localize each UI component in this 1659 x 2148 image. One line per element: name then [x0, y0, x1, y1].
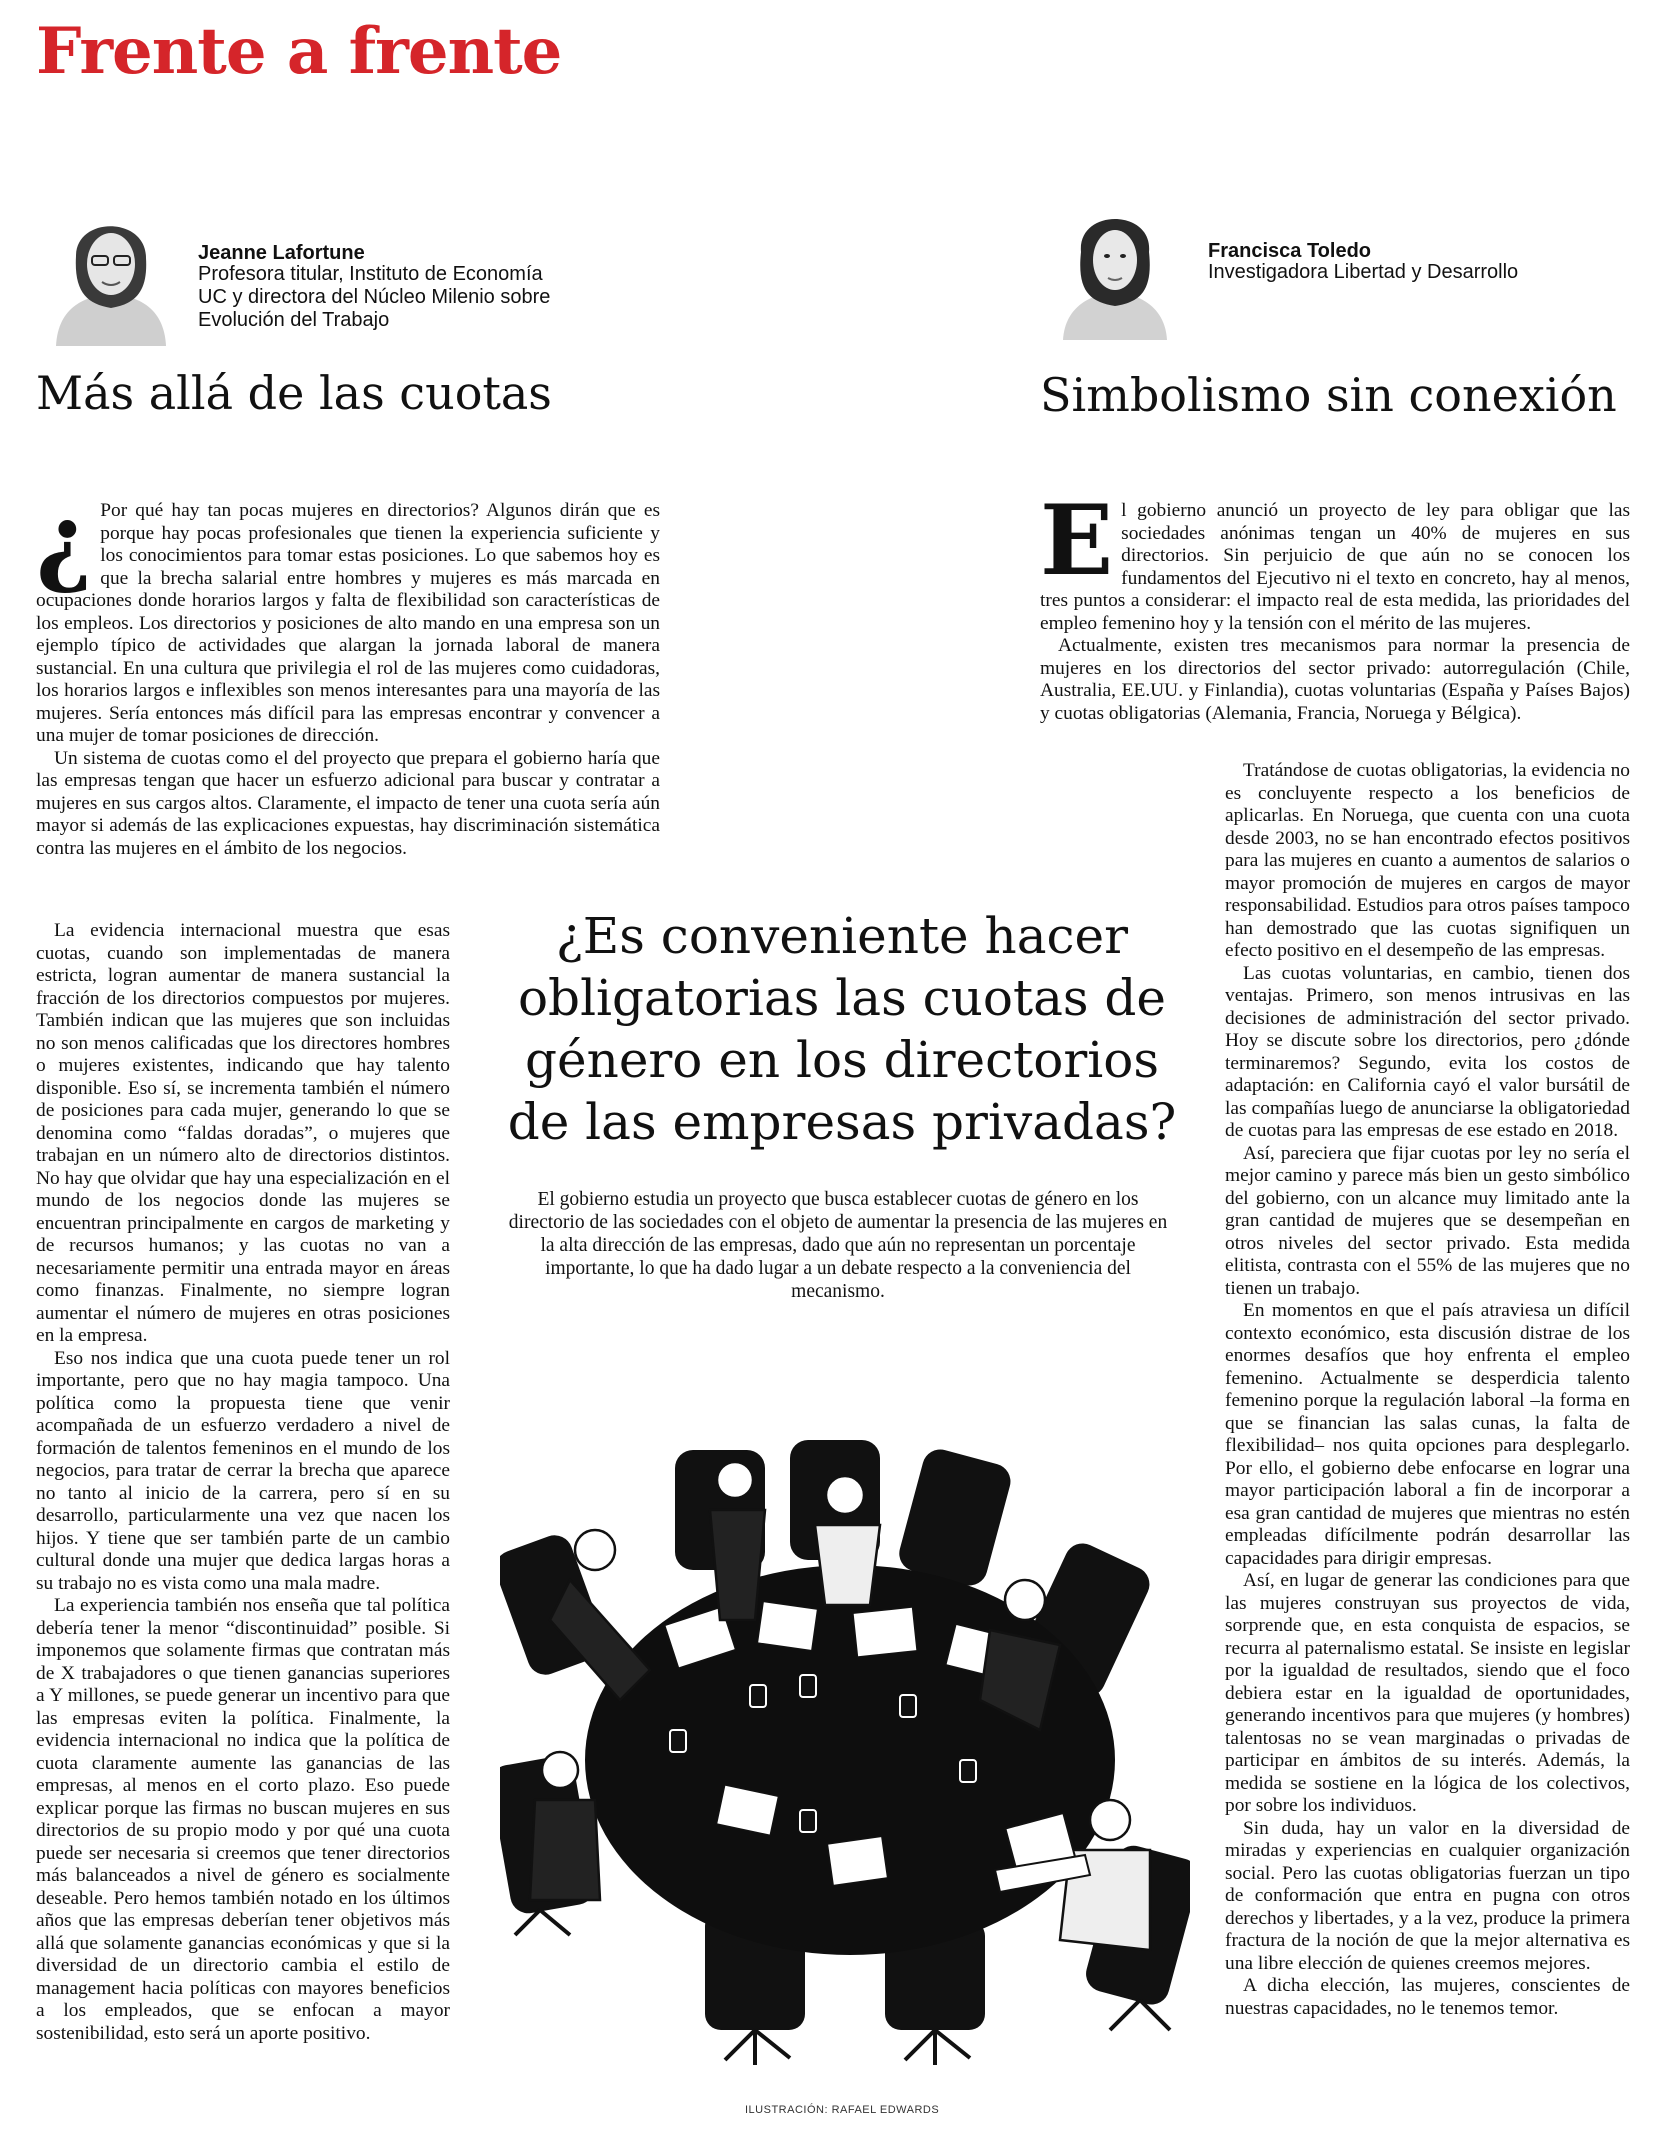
debate-intro: El gobierno estudia un proyecto que busca establecer cuotas de género en los directorio de las sociedades con el objeto de aumentar la presencia de las mujeres en la alta dirección de las empresas, dado que aún no representan un porcentaje importante, lo que ha dado lugar a un debate respecto a la conveniencia del mecanismo.: [508, 1189, 1168, 1302]
article-paragraph: [1040, 484, 1630, 635]
right-author-portrait: [1045, 190, 1185, 340]
article-paragraph: Las cuotas voluntarias, en cambio, tienen dos ventajas. Primero, son menos intrusivas en las decisiones de administración del sector privado. Hoy se discute sobre los directorios, pero ¿dónde terminaremos? Segundo, evita los costos de adaptación: en California cayó el valor bursátil de las compañías luego de anunciarse la obligatoriedad de cuotas para las empresas de ese estado en 2018.: [1225, 962, 1630, 1141]
right-article-column: [1225, 760, 1630, 2020]
right-author-name: Francisca Toledo: [1208, 240, 1372, 262]
debate-question: ¿Es conveniente hacer obligatorias las cuotas de género en los directorios de las empresas privadas?: [507, 907, 1177, 1151]
section-title: Frente a frente: [36, 14, 562, 89]
role-line: Profesora titular, Instituto de Economía: [198, 263, 543, 285]
right-article-top: [1040, 484, 1630, 725]
role-line: UC y directora del Núcleo Milenio sobre: [198, 286, 551, 308]
article-paragraph: Así, en lugar de generar las condiciones para que las mujeres construyan sus proyectos de vida, sorprende que, en esta conquista de espacios, se recurra al paternalismo estatal. Se insiste en legislar por la igualdad de resultados, siendo que el foco debiera estar en la igualdad de oportunidades, generando incentivos para que mujeres (y hombres) talentosas no se vean marginadas o privadas de participar en ámbitos de su interés. Además, la medida se sostiene en la lógica de los colectivos, por sobre los individuos.: [1225, 1570, 1630, 1816]
left-headline: Más allá de las cuotas: [36, 366, 552, 420]
left-article-top: [36, 484, 660, 860]
article-paragraph: [36, 484, 660, 748]
illustration-credit: ILUSTRACIÓN: RAFAEL EDWARDS: [745, 2104, 940, 2116]
right-headline: Simbolismo sin conexión: [1040, 368, 1617, 422]
left-author-portrait: [36, 196, 186, 346]
article-paragraph: La experiencia también nos enseña que tal política debería tener la menor “discontinuidad” posible. Si imponemos que solamente firmas que contratan más de X trabajadores o que tienen ganancias superiores a Y millones, se puede generar un incentivo para que las empresas eviten la política. Finalmente, la evidencia internacional no indica que la política de cuota claramente aumente las ganancias de las empresas, al menos en el corto plazo. Eso puede explicar porque las firmas no buscan mujeres en sus directorios de su propio modo y por qué una cuota puede ser necesaria si creemos que tener directorios más balanceados a nivel de género es socialmente deseable. Pero hemos también notado en los últimos años que las empresas deberían tener objetivos más allá que solamente ganancias económicas y que si la diversidad de un directorio cambia el estilo de management hacia políticas con mayores beneficios a los empleados, que se enfocan a mayor sostenibilidad, esto será un aporte positivo.: [36, 1595, 450, 2044]
role-line: Evolución del Trabajo: [198, 309, 390, 331]
right-dropcap: E: [1040, 484, 1114, 597]
article-paragraph: Actualmente, existen tres mecanismos para normar la presencia de mujeres en los directorios del sector privado: autorregulación (Chile, Australia, EE.UU. y Finlandia), cuotas voluntarias (España y Países Bajos) y cuotas obligatorias (Alemania, Francia, Noruega y Bélgica).: [1040, 635, 1630, 724]
left-article-column: [36, 920, 450, 2045]
role-line: Investigadora Libertad y Desarrollo: [1208, 261, 1519, 283]
left-author-block: [36, 196, 596, 346]
left-dropcap: ¿: [36, 484, 93, 597]
left-author-role: [198, 263, 598, 332]
article-paragraph: Eso nos indica que una cuota puede tener un rol importante, pero que no hay magia tampoco. Una política como la propuesta tiene que venir acompañada de un esfuerzo verdadero a nivel de formación de talentos femeninos en el mundo de los negocios, para tratar de cerrar la brecha que aparece no tanto al inicio de la carrera, pero sí en su desarrollo, particularmente una vez que nacen los hijos. Y tiene que ser también parte de un cambio cultural donde una mujer que dedica largas horas a su trabajo no es vista como una mala madre.: [36, 1347, 450, 1594]
article-paragraph: Así, pareciera que fijar cuotas por ley no sería el mejor camino y parece más bien un gesto simbólico del gobierno, con un alcance muy limitado ante la gran cantidad de mujeres que se desempeñan en otros niveles del sector privado. Esta medida elitista, contrasta con el 55% de las mujeres que no tienen un trabajo.: [1225, 1142, 1630, 1299]
boardroom-illustration: [500, 1430, 1190, 2070]
article-paragraph: La evidencia internacional muestra que esas cuotas, cuando son implementadas de manera estricta, logran aumentar de manera sustancial la fracción de los directorios compuestos por mujeres. También indican que las mujeres que son incluidas no son menos calificadas que los directores hombres o mujeres existentes, indicando que hay talento disponible. Eso sí, se incrementa también el número de posiciones para cada mujer, generando lo que se denomina como “faldas doradas”, o mujeres que trabajan en un número alto de directorios distintos. No hay que olvidar que hay una especialización en el mundo de los negocios donde las mujeres se encuentran principalmente en cargos de marketing y de recursos humanos; y las cuotas no van a necesariamente permitir una entrada mayor en áreas como finanzas. Finalmente, no siempre logran aumentar el número de mujeres en otras posiciones en la empresa.: [36, 920, 450, 1346]
paragraph-text: l gobierno anunció un proyecto de ley para obligar que las sociedades anónimas tengan un 40% de mujeres en sus directorios. Sin perjuicio de que aún no se conocen los fundamentos del Ejecutivo ni el texto en concreto, hay al menos, tres puntos a considerar: el impacto real de esta medida, las prioridades del empleo femenino hoy y la tensión con el mérito de las mujeres.: [1040, 500, 1630, 634]
article-paragraph: Tratándose de cuotas obligatorias, la evidencia no es concluyente respecto a los beneficios de aplicarlas. En Noruega, que cuenta con una cuota desde 2003, no se han encontrado efectos positivos para las mujeres en cuanto a aumentos de salarios o mayor promoción de mujeres en cargos de mayor responsabilidad. Estudios para otros países tampoco han demostrado que las cuotas signifiquen un efecto positivo en el desempeño de las empresas.: [1225, 760, 1630, 961]
paragraph-text: Por qué hay tan pocas mujeres en directorios? Algunos dirán que es porque hay pocas profesionales que tienen la experiencia suficiente y los conocimientos para tomar estas posiciones. Lo que sabemos hoy es que la brecha salarial entre hombres y mujeres es más marcada en ocupaciones donde horarios largos y falta de flexibilidad son características de los empleos. Los directorios y posiciones de alto mando en una empresa son un ejemplo típico de actividades que alargan la jornada laboral de manera sustancial. En una cultura que privilegia el rol de las mujeres como cuidadoras, los horarios largos e inflexibles son menos interesantes para una mayoría de las mujeres. Sería entonces más difícil para las empresas encontrar y convencer a una mujer de tomar posiciones de dirección.: [36, 500, 660, 746]
article-paragraph: A dicha elección, las mujeres, conscientes de nuestras capacidades, no le tenemos temor.: [1225, 1975, 1630, 2019]
article-paragraph: En momentos en que el país atraviesa un difícil contexto económico, esta discusión distrae de los enormes desafíos que hoy enfrenta el empleo femenino. Actualmente se desperdicia talento femenino porque la regulación laboral –la forma en que se financian las salas cunas, la falta de flexibilidad– nos quita opciones para desplegarlo. Por ello, el gobierno debe enfocarse en lograr una mayor participación laboral a fin de incorporar a esa gran cantidad de mujeres que mientras no estén empleadas difícilmente podrán desarrollar las capacidades para dirigir empresas.: [1225, 1300, 1630, 1569]
article-paragraph: Un sistema de cuotas como el del proyecto que prepara el gobierno haría que las empresas tengan que hacer un esfuerzo adicional para buscar y contratar a mujeres en sus cargos altos. Claramente, el impacto de tener una cuota sería aún mayor si además de las explicaciones expuestas, hay discriminación sistemática contra las mujeres en el ámbito de los negocios.: [36, 747, 660, 859]
right-author-role: [1208, 261, 1628, 284]
article-paragraph: Sin duda, hay un valor en la diversidad de miradas y experiencias en cualquier organización social. Pero las cuotas obligatorias fuerzan un tipo de conformación que entra en pugna con otros derechos y libertades, y a la vez, produce la primera fractura de la noción de que la mejor alternativa es una libre elección de quienes creemos mejores.: [1225, 1817, 1630, 1974]
right-author-block: [1045, 190, 1645, 340]
left-author-name: Jeanne Lafortune: [198, 242, 365, 264]
